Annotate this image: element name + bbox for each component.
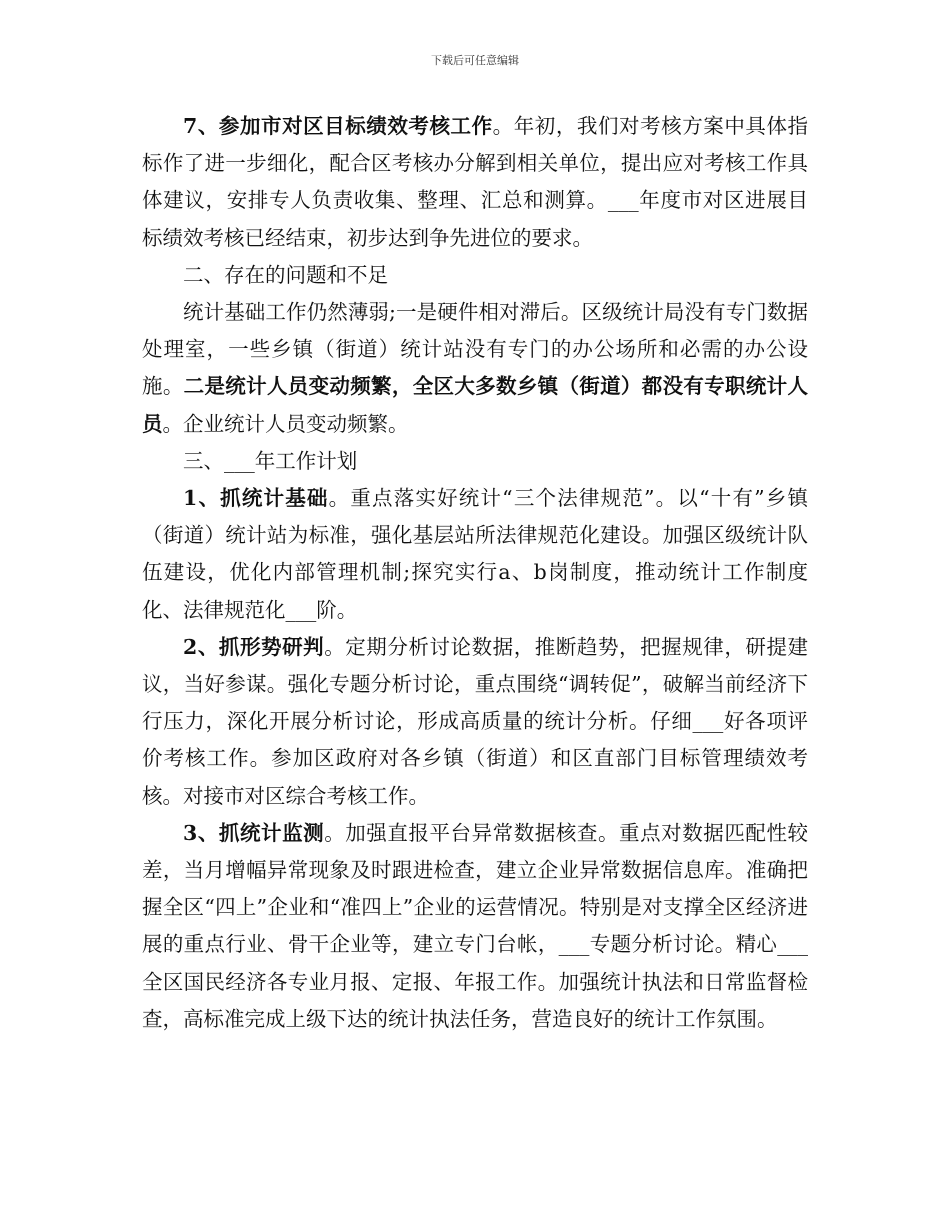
- paragraph-text: 。定期分析讨论数据，推断趋势，把握规律，研提建议，当好参谋。强化专题分析讨论，重点围绕“调转促”，破解当前经济下行压力，深化开展分析讨论，形成高质量的统计分析。仔细___好各项评价考核工作。参加区政府对各乡镇（街道）和区直部门目标管理绩效考核。对接市对区综合考核工作。: [142, 634, 809, 808]
- paragraph-problems: [142, 294, 808, 443]
- paragraph-text: 。年初，我们对考核方案中具体指标作了进一步细化，配合区考核办分解到相关单位，提出应对考核工作具体建议，安排专人负责收集、整理、汇总和测算。___年度市对区进展目标绩效考核已经结束，初步达到争先进位的要求。: [142, 114, 809, 250]
- paragraph-plan-3: [142, 815, 808, 1038]
- paragraph-lead: 2、抓形势研判: [183, 634, 325, 659]
- paragraph-tail: 。企业统计人员变动频繁。: [162, 411, 409, 436]
- paragraph-item-7: [142, 108, 808, 257]
- page-header: 下载后可任意编辑: [431, 54, 519, 67]
- paragraph-lead: 7、参加市对区目标绩效考核工作: [183, 114, 493, 138]
- section-heading-problems: 二、存在的问题和不足: [183, 262, 388, 287]
- paragraph-text: 。加强直报平台异常数据核查。重点对数据匹配性较差，当月增幅异常现象及时跟进检查，建立企业异常数据信息库。准确把握全区“四上”企业和“准四上”企业的运营情况。特别是对支撑全区经济进展的重点行业、骨干企业等，建立专门台帐，___专题分析讨论。精心___全区国民经济各专业月报、定报、年报工作。加强统计执法和日常监督检查，高标准完成上级下达的统计执法任务，营造良好的统计工作氛围。: [142, 820, 809, 1031]
- document-body: [142, 108, 808, 1038]
- paragraph-text: 统计基础工作仍然薄弱;一是硬件相对滞后。区级统计局没有专门数据处理室，一些乡镇（街道）统计站没有专门的办公场所和必需的办公设施。: [142, 300, 808, 399]
- paragraph-lead: 3、抓统计监测: [183, 820, 325, 845]
- paragraph-lead: 1、抓统计基础: [183, 486, 329, 511]
- paragraph-plan-1: [142, 480, 808, 629]
- paragraph-text: 。重点落实好统计“三个法律规范”。以“十有”乡镇（街道）统计站为标准，强化基层站所法律规范化建设。加强区级统计队伍建设，优化内部管理机制;探究实行a、b岗制度，推动统计工作制度化、法律规范化___阶。: [142, 486, 809, 622]
- paragraph-emphasis: 二是统计人员变动频繁，全区大多数乡镇（街道）都没有专职统计人员: [142, 374, 809, 436]
- section-heading-plan: 三、___年工作计划: [183, 448, 358, 473]
- paragraph-plan-2: [142, 629, 808, 815]
